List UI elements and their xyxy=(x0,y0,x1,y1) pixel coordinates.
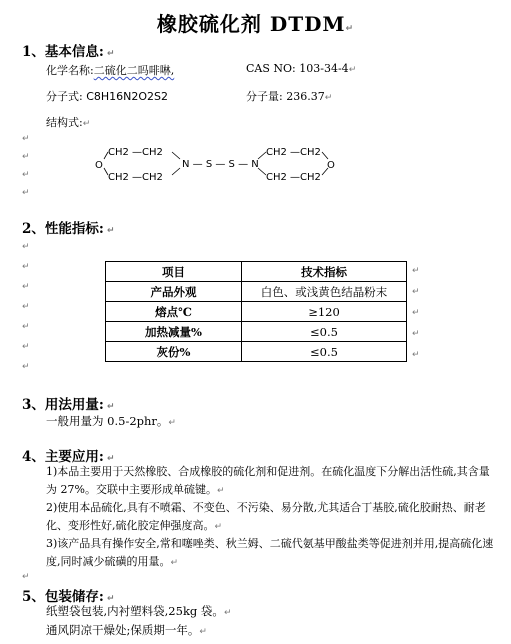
paragraph-mark: ↵ xyxy=(22,262,30,272)
application-paragraph-3: 3)该产品具有操作安全,常和噻唑类、秋兰姆、二硫代氨基甲酸盐类等促进剂并用,提高硫化速度,同时减少硫磺的用量。↵ xyxy=(46,537,494,568)
packaging-line-2: 通风阴凉干燥处;保质期一年。↵ xyxy=(46,623,207,637)
right-ring-bottom: CH2 —CH2 xyxy=(266,172,321,183)
paragraph-mark: ↵ xyxy=(22,134,30,144)
structural-formula xyxy=(94,136,354,192)
paragraph-mark: ↵ xyxy=(345,24,355,34)
paragraph-mark: ↵ xyxy=(103,454,115,464)
section-4-heading: 4、主要应用: ↵ xyxy=(22,449,115,465)
paragraph-mark: ↵ xyxy=(168,418,176,428)
paragraph-mark: ↵ xyxy=(22,322,30,332)
dosage-text: 一般用量为 0.5-2phr。↵ xyxy=(46,414,176,428)
bond-line xyxy=(172,152,180,159)
paragraph-mark: ↵ xyxy=(103,402,115,412)
formula-value: C8H16N2O2S2 xyxy=(86,90,169,103)
left-oxygen: O xyxy=(95,160,103,171)
paragraph-mark: ↵ xyxy=(103,49,115,59)
mw-value: 236.37 xyxy=(286,90,325,103)
application-paragraph-1: 1)本品主要用于天然橡胶、合成橡胶的硫化剂和促进剂。在硫化温度下分解出活性硫,其含量为 27%。交联中主要形成单硫键。↵ xyxy=(46,465,490,496)
paragraph-mark: ↵ xyxy=(22,362,30,372)
bond-line xyxy=(258,152,266,159)
table-cell: 产品外观 xyxy=(106,282,242,302)
left-ring-bottom: CH2 —CH2 xyxy=(108,172,163,183)
paragraph-mark: ↵ xyxy=(223,608,232,618)
row-end-mark: ↵ xyxy=(412,350,420,360)
row-end-mark: ↵ xyxy=(412,287,420,297)
paragraph-mark: ↵ xyxy=(22,342,30,352)
paragraph-mark: ↵ xyxy=(199,627,207,637)
row-end-mark: ↵ xyxy=(412,308,420,318)
cas-value: 103-34-4 xyxy=(299,62,349,75)
table-row xyxy=(106,302,407,322)
table-cell: ≥120 xyxy=(242,302,407,322)
table-row xyxy=(106,282,407,302)
right-ring-top: CH2 —CH2 xyxy=(266,147,321,158)
bond-line xyxy=(322,152,328,159)
paragraph-mark: ↵ xyxy=(22,282,30,292)
disulfide-bridge: N — S — S — N xyxy=(182,159,259,170)
table-cell: 灰份% xyxy=(106,342,242,362)
table-cell: 加热减量% xyxy=(106,322,242,342)
paragraph-mark: ↵ xyxy=(22,302,30,312)
row-end-mark: ↵ xyxy=(412,329,420,339)
packaging-line-1: 纸塑袋包装,内衬塑料袋,25kg 袋。↵ xyxy=(46,604,232,618)
document-title xyxy=(0,8,511,37)
paragraph-mark: ↵ xyxy=(216,486,225,496)
table-cell: ≤0.5 xyxy=(242,322,407,342)
table-cell: ≤0.5 xyxy=(242,342,407,362)
mw-line: 分子量: 236.37↵ xyxy=(246,90,333,103)
table-cell: 白色、或浅黄色结晶粉末 xyxy=(242,282,407,302)
chem-name-value: 二硫化二吗啡啉, xyxy=(93,64,175,77)
application-paragraph-2: 2)使用本品硫化,具有不喷霜、不变色、不污染、易分散,尤其适合丁基胶,硫化胶耐热、耐老化、变形性好,硫化胶定伸强度高。↵ xyxy=(46,501,486,532)
section-5-heading: 5、包装储存: ↵ xyxy=(22,589,115,605)
table-header-row xyxy=(106,262,407,282)
paragraph-mark: ↵ xyxy=(22,170,30,180)
table-header-cell: 技术指标 xyxy=(242,262,407,282)
table-row xyxy=(106,322,407,342)
paragraph-mark: ↵ xyxy=(22,572,30,582)
paragraph-mark: ↵ xyxy=(22,152,30,162)
cas-line: CAS NO: 103-34-4↵ xyxy=(246,62,357,75)
paragraph-mark: ↵ xyxy=(22,188,30,198)
paragraph-mark: ↵ xyxy=(82,119,91,129)
title-text: 橡胶硫化剂 DTDM xyxy=(156,12,346,36)
paragraph-mark: ↵ xyxy=(324,93,333,103)
section-3-heading: 3、用法用量: ↵ xyxy=(22,397,115,413)
section-1-heading: 1、基本信息: ↵ xyxy=(22,44,115,60)
section-2-heading: 2、性能指标: ↵ xyxy=(22,221,115,237)
bond-line xyxy=(258,168,266,175)
paragraph-mark: ↵ xyxy=(214,522,223,532)
spec-table xyxy=(105,261,407,362)
paragraph-mark: ↵ xyxy=(348,65,357,75)
structure-label: 结构式:↵ xyxy=(46,116,91,129)
table-cell: 熔点℃ xyxy=(106,302,242,322)
formula-line: 分子式: C8H16N2O2S2 xyxy=(46,90,169,103)
row-end-mark: ↵ xyxy=(412,266,420,276)
paragraph-mark: ↵ xyxy=(103,226,115,236)
paragraph-mark: ↵ xyxy=(170,558,179,568)
chem-name-line: 化学名称:二硫化二吗啡啉, xyxy=(46,64,175,77)
paragraph-mark: ↵ xyxy=(22,242,30,252)
left-ring-top: CH2 —CH2 xyxy=(108,147,163,158)
table-header-cell: 项目 xyxy=(106,262,242,282)
bond-line xyxy=(172,168,180,175)
paragraph-mark: ↵ xyxy=(103,594,115,604)
right-oxygen: O xyxy=(327,160,335,171)
table-row xyxy=(106,342,407,362)
